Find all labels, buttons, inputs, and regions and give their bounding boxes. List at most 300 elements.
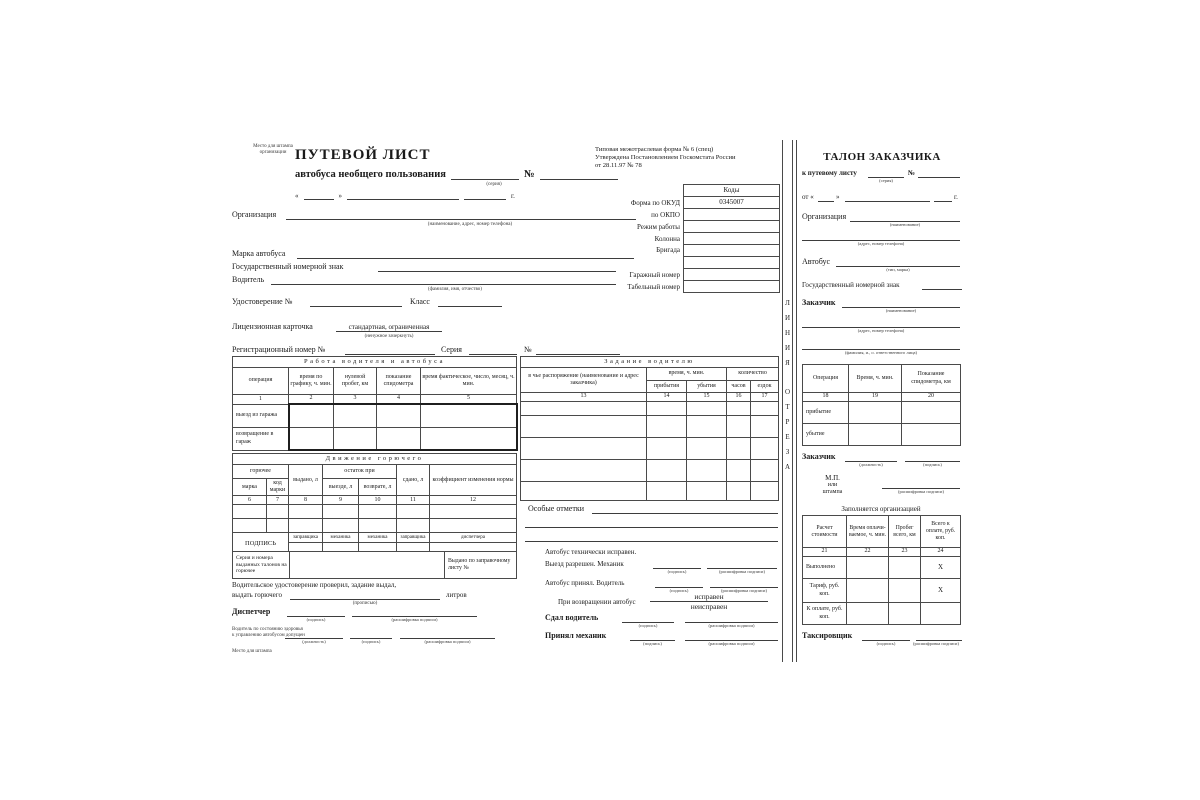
certificate-label: Удостоверение № — [232, 297, 293, 306]
tickets-blank-cell — [290, 552, 445, 579]
col-num: 17 — [751, 393, 779, 402]
col-num: 2 — [289, 395, 334, 405]
fuel-handed-header: сдано, л — [397, 465, 430, 496]
cut-letter: Н — [784, 329, 791, 337]
blank-cell — [647, 482, 687, 501]
work-row-departure — [233, 404, 517, 427]
dispatcher-label: Диспетчер — [232, 607, 271, 616]
blank-cell — [727, 460, 751, 482]
work-col-actual-time: время фактическое, число, месяц, ч. мин. — [421, 368, 517, 395]
blank-cell — [377, 404, 421, 427]
sign-of-mechanic: механика — [359, 533, 397, 543]
number-blank-line — [540, 172, 618, 180]
bus-brand-blank-line — [297, 258, 634, 259]
fuel-movement-table — [232, 453, 517, 555]
organization-blank-line — [286, 219, 636, 220]
blank-cell — [849, 424, 902, 446]
sign-of-fueler: заправщика — [289, 533, 323, 543]
sign-of-dispatcher: диспетчера — [430, 533, 517, 543]
row-label: К оплате, руб. коп. — [803, 603, 847, 625]
col-num: 12 — [430, 496, 517, 505]
task-blank-row — [521, 482, 779, 501]
blank-cell — [849, 402, 902, 424]
coupon-series-hint: (серия) — [879, 178, 893, 183]
condition-not-ok-option: неисправен — [690, 602, 728, 611]
blank-cell — [751, 416, 779, 438]
cut-letter: З — [785, 448, 790, 456]
fuel-tickets-table — [232, 551, 517, 579]
column-label: Колонна — [654, 235, 680, 243]
blank-cell — [430, 505, 517, 519]
work-col-zero-run: нулевой пробег, км — [334, 368, 377, 395]
brigade-value-cell — [684, 245, 780, 257]
fuel-group-header: горючее — [233, 465, 289, 479]
sign-hint: (подпись) — [667, 569, 687, 574]
sign-hint: (подпись) — [306, 617, 326, 622]
coupon-year-suffix: г. — [954, 193, 958, 201]
blank-cell — [323, 505, 359, 519]
blank-cell — [751, 438, 779, 460]
driver-handed-label: Сдал водитель — [545, 613, 599, 622]
plate-label: Государственный номерной знак — [232, 262, 344, 271]
coupon-customer-sign-label: Заказчик — [802, 452, 836, 461]
organization-label: Организация — [232, 210, 277, 219]
fuel-rest-group-header: остаток при — [323, 465, 397, 479]
task-col-arrive: прибытия — [647, 381, 687, 393]
coupon-operations-table — [802, 364, 961, 446]
blank-cell — [289, 427, 334, 450]
blank-cell — [902, 402, 961, 424]
sign-hint: (подпись) — [669, 588, 689, 593]
bus-brand-label: Марка автобуса — [232, 249, 286, 258]
fuel-table-title: Движение горючего — [233, 454, 517, 465]
col-num: 23 — [889, 548, 921, 557]
number-sign: № — [523, 169, 535, 180]
sign-hint: (подпись) — [643, 641, 662, 646]
okpo-value-cell — [684, 209, 780, 221]
blank-cell — [377, 427, 421, 450]
blank-cell — [847, 579, 889, 603]
quote-open: « — [295, 192, 299, 200]
task-blank-row — [521, 402, 779, 416]
codes-header: Коды — [684, 185, 780, 197]
org-stamp-line2: организации — [259, 149, 287, 155]
blank-cell — [687, 482, 727, 501]
task-qty-group: количество — [727, 368, 779, 381]
decode-hint: (расшифровка подписи) — [708, 641, 755, 646]
row-label: Тариф, руб. коп. — [803, 579, 847, 603]
blank-cell — [521, 402, 647, 416]
col-num: 24 — [921, 548, 961, 557]
blank-cell — [521, 438, 647, 460]
coupon-number-line — [918, 177, 960, 178]
coupon-address-hint2: (адрес, номер телефона) — [857, 328, 905, 333]
ops-row-departure — [803, 424, 961, 446]
task-col-customer: в чье распоряжение (наименование и адрес заказчика) — [521, 368, 647, 393]
col-num: 18 — [803, 393, 849, 402]
blank-cell — [334, 427, 377, 450]
calc-col-run-total: Пробег всего, км — [889, 516, 921, 548]
exit-allowed-label: Выезд разрешен. Механик — [545, 560, 624, 568]
license-card-hint: (ненужное зачеркнуть) — [364, 334, 414, 339]
driver-bus-work-table — [232, 356, 518, 451]
decode-hint: (расшифровка подписи) — [391, 617, 438, 622]
blank-cell — [902, 424, 961, 446]
filled-by-org-label: Заполняется организацией — [841, 505, 921, 513]
blank-cell — [687, 416, 727, 438]
org-stamp-line1: Место для штампа — [253, 144, 293, 149]
sign-of-mechanic: механика — [323, 533, 359, 543]
sign-hint: (подпись) — [923, 462, 942, 467]
coupon-address-hint: (адрес, номер телефона) — [857, 241, 905, 246]
cut-line-rule — [792, 140, 793, 662]
blank-cell — [267, 519, 289, 533]
blank-cell — [233, 505, 267, 519]
ops-col-time: Время, ч. мин. — [849, 365, 902, 393]
coupon-day-line — [818, 201, 834, 202]
blank-cell — [521, 416, 647, 438]
okud-value-cell: 0345007 — [684, 197, 780, 209]
blank-cell — [430, 519, 517, 533]
blank-cell — [727, 482, 751, 501]
blank-cell — [889, 557, 921, 579]
work-mode-label: Режим работы — [636, 223, 680, 231]
coupon-bus-label: Автобус — [802, 257, 831, 266]
calc-row-to-pay — [803, 603, 961, 625]
cut-letter: Е — [785, 433, 790, 441]
fuel-blank-row — [233, 505, 517, 519]
col-num: 20 — [902, 393, 961, 402]
coupon-plate-label: Государственный номерной знак — [802, 281, 900, 289]
decode-hint: (расшифровка подписи) — [913, 641, 959, 646]
blank-cell — [727, 438, 751, 460]
row-label: убытие — [803, 424, 849, 446]
license-checked-line: Водительское удостоверение проверил, задание выдал, — [232, 581, 397, 589]
blank-cell — [647, 402, 687, 416]
condition-ok-option: исправен — [650, 592, 768, 602]
task-col-rides: ездок — [751, 381, 779, 393]
coupon-calc-table — [802, 515, 961, 625]
quote-close: » — [338, 192, 342, 200]
fuel-issued-header: выдано, л — [289, 465, 323, 496]
cut-letter: А — [784, 463, 791, 471]
series-label: Серия — [441, 345, 462, 354]
personnel-number-cell — [684, 281, 780, 293]
x-mark-cell: X — [921, 579, 961, 603]
taxer-label: Таксировщик — [802, 631, 853, 640]
health-line2: к управлению автобусом допущен — [232, 633, 305, 638]
written-words-hint: (прописью) — [352, 601, 378, 606]
coupon-number-sign: № — [908, 169, 916, 177]
fuel-coef-header: коэффициент изменения нормы — [430, 465, 517, 496]
col-num: 1 — [233, 395, 289, 405]
task-blank-row — [521, 460, 779, 482]
blank-cell — [289, 404, 334, 427]
month-blank-line — [347, 192, 459, 200]
col-num: 6 — [233, 496, 267, 505]
blank-cell — [359, 519, 397, 533]
task-col-hours: часов — [727, 381, 751, 393]
coupon-organization-label: Организация — [802, 212, 847, 221]
special-marks-line2 — [525, 527, 778, 528]
coupon-plate-line — [922, 289, 962, 290]
calc-col-total-pay: Всего к оплате, руб. коп. — [921, 516, 961, 548]
certificate-blank-line — [310, 306, 402, 307]
blank-cell — [421, 427, 517, 450]
blank-cell — [647, 416, 687, 438]
coupon-year-line — [934, 201, 952, 202]
cut-letter: Р — [785, 418, 790, 426]
blank-cell — [751, 402, 779, 416]
bus-accepted-label: Автобус принял. Водитель — [545, 579, 625, 587]
year-suffix: г. — [511, 192, 515, 200]
coupon-customer-hint: (наименование) — [885, 308, 917, 313]
sign-hint: (подпись) — [638, 623, 658, 628]
blank-cell — [421, 404, 517, 427]
cut-letter: Л — [785, 299, 790, 307]
col-num: 13 — [521, 393, 647, 402]
task-table-title: Задание водителю — [521, 357, 779, 368]
sign-hint: (подпись) — [876, 641, 896, 646]
fuel-blank-row — [233, 519, 517, 533]
mode-value-cell — [684, 221, 780, 233]
col-num: 11 — [397, 496, 430, 505]
driver-blank-line — [271, 284, 616, 285]
blank-cell — [521, 482, 647, 501]
row-label: возвращение в гараж — [233, 427, 289, 450]
special-marks-line3 — [525, 541, 778, 542]
coupon-bus-hint: (тип, марка) — [886, 267, 910, 272]
blank-cell — [687, 438, 727, 460]
work-col-odometer: показание спидометра — [377, 368, 421, 395]
day-blank-line — [304, 192, 334, 200]
coupon-title: ТАЛОН ЗАКАЗЧИКА — [823, 151, 941, 163]
brigade-label: Бригада — [656, 246, 680, 254]
garage-number-cell — [684, 269, 780, 281]
plate-blank-line — [378, 271, 616, 272]
codes-table — [683, 184, 780, 293]
blank-cell — [889, 579, 921, 603]
cut-letter: И — [784, 344, 791, 352]
blank-cell — [889, 603, 921, 625]
column-value-cell — [684, 233, 780, 245]
mp-line2: или — [827, 482, 838, 489]
bus-ok-note: Автобус технически исправен. — [545, 548, 637, 556]
col-num: 22 — [847, 548, 889, 557]
cut-letter: И — [784, 314, 791, 322]
coupon-to-waybill-label: к путевому листу — [802, 169, 857, 177]
document-subtitle-row — [295, 169, 618, 180]
series-hint: (серия) — [486, 182, 502, 187]
task-blank-row — [521, 416, 779, 438]
mechanic-accepted-label: Принял механик — [545, 631, 607, 640]
x-mark-cell: X — [921, 557, 961, 579]
health-line1: Водитель по состоянию здоровья — [232, 627, 303, 632]
cut-letter: Я — [785, 359, 790, 367]
fuel-brand-header: марка — [233, 479, 267, 496]
organization-hint: (наименование, адрес, номер телефона) — [427, 222, 513, 227]
fuel-table-number-row — [233, 496, 517, 505]
class-label: Класс — [410, 297, 430, 306]
series-blank-line — [451, 172, 519, 180]
return-condition-choice — [650, 592, 768, 611]
mp-line3: штампа — [822, 488, 843, 495]
ops-number-row — [803, 393, 961, 402]
blank-cell — [359, 505, 397, 519]
decode-hint: (расшифровка подписи) — [898, 489, 944, 494]
blank-cell — [847, 557, 889, 579]
col-num: 14 — [647, 393, 687, 402]
sign-of-fueler: заправщика — [397, 533, 430, 543]
issued-by-sheet-note: Выдано по заправочному листу № — [445, 552, 517, 579]
tickets-label: Серия и номера выданных талонов на горючее — [233, 552, 290, 579]
decode-hint: (расшифровка подписи) — [424, 639, 471, 644]
col-num: 7 — [267, 496, 289, 505]
blank-cell — [687, 460, 727, 482]
year-blank-line — [464, 192, 506, 200]
coupon-month-line — [845, 201, 930, 202]
cut-line-rule — [796, 140, 797, 662]
work-col-schedule-time: время по графику, ч. мин. — [289, 368, 334, 395]
work-table-number-row — [233, 395, 517, 405]
signature-label: ПОДПИСЬ — [233, 533, 289, 555]
row-label: прибытие — [803, 402, 849, 424]
blank-cell — [289, 519, 323, 533]
mp-line1: М.П. — [825, 474, 840, 482]
okpo-label: по ОКПО — [651, 211, 680, 219]
blank-cell — [727, 402, 751, 416]
blank-cell — [289, 505, 323, 519]
calc-col-cost: Расчет стоимости — [803, 516, 847, 548]
blank-cell — [727, 416, 751, 438]
form-note-line3: от 28.11.97 № 78 — [595, 162, 642, 169]
form-note-line1: Типовая межотраслевая форма № 6 (спец) — [595, 146, 714, 153]
task-table-number-row — [521, 393, 779, 402]
driver-task-table — [520, 356, 779, 501]
license-card-label: Лицензионная карточка — [232, 322, 313, 331]
cut-letter: О — [784, 388, 791, 396]
calc-number-row — [803, 548, 961, 557]
blank-cell — [397, 505, 430, 519]
decode-hint: (расшифровка подписи) — [708, 623, 755, 628]
stamp-place-note: Место для штампа — [232, 649, 272, 654]
on-return-label: При возвращении автобус — [558, 598, 636, 606]
form-approval-note — [595, 146, 736, 170]
fuel-at-exit-header: выезде, л — [323, 479, 359, 496]
garage-number-label: Гаражный номер — [629, 271, 680, 279]
task-time-group: время, ч. мин. — [647, 368, 727, 381]
cut-letter: Т — [785, 403, 790, 411]
work-col-operation: операция — [233, 368, 289, 395]
position-hint: (должность) — [859, 462, 883, 467]
blank-cell — [521, 460, 647, 482]
blank-cell — [647, 438, 687, 460]
sign-hint: (подпись) — [361, 639, 381, 644]
col-num: 4 — [377, 395, 421, 405]
driver-hint: (фамилия, имя, отчество) — [428, 287, 482, 292]
col-num: 15 — [687, 393, 727, 402]
col-num: 3 — [334, 395, 377, 405]
blank-cell — [334, 404, 377, 427]
calc-row-done — [803, 557, 961, 579]
blank-cell — [687, 402, 727, 416]
position-hint: (должность) — [302, 639, 326, 644]
work-table-title: Работа водителя и автобуса — [233, 357, 517, 368]
ops-col-odometer: Показание спидометра, км — [902, 365, 961, 393]
blank-cell — [751, 482, 779, 501]
col-num: 10 — [359, 496, 397, 505]
document-subtitle: автобуса необщего пользования — [295, 169, 446, 180]
coupon-org-hint: (наименование) — [889, 222, 921, 227]
document-title: ПУТЕВОЙ ЛИСТ — [295, 147, 431, 163]
col-num: 9 — [323, 496, 359, 505]
col-num: 19 — [849, 393, 902, 402]
blank-cell — [751, 460, 779, 482]
special-marks-line1 — [592, 513, 778, 514]
col-num: 16 — [727, 393, 751, 402]
coupon-from-label: от « — [802, 193, 814, 201]
row-label: Выполнено — [803, 557, 847, 579]
work-row-return — [233, 427, 517, 450]
ops-row-arrival — [803, 402, 961, 424]
col-num: 21 — [803, 548, 847, 557]
fuel-signature-header-row — [233, 533, 517, 543]
col-num: 8 — [289, 496, 323, 505]
col-num: 5 — [421, 395, 517, 405]
registration-number-label: Регистрационный номер № — [232, 345, 326, 354]
fuel-brand-code-header: код марки — [267, 479, 289, 496]
mid-number-sign: № — [524, 345, 532, 354]
series-blank-line2 — [469, 354, 517, 355]
blank-cell — [323, 519, 359, 533]
blank-cell — [847, 603, 889, 625]
blank-cell — [267, 505, 289, 519]
driver-label: Водитель — [232, 275, 265, 284]
calc-col-paid-time: Время оплачи- ваемое, ч. мин. — [847, 516, 889, 548]
fuel-amount-blank-line — [290, 599, 440, 600]
stamp-mp-block — [810, 474, 855, 496]
coupon-responsible-hint: (фамилия, и., о. ответственного лица) — [845, 350, 917, 355]
coupon-quote-close: » — [836, 193, 840, 201]
decode-hint: (расшифровка подписи) — [719, 569, 765, 574]
okud-label: Форма по ОКУД — [630, 199, 680, 207]
fuel-at-return-header: возврате, л — [359, 479, 397, 496]
decode-hint: (расшифровка подписи) — [721, 588, 767, 593]
blank-cell — [647, 460, 687, 482]
blank-cell — [233, 519, 267, 533]
calc-row-tariff — [803, 579, 961, 603]
task-col-depart: убытия — [687, 381, 727, 393]
coupon-customer-label: Заказчик — [802, 298, 836, 307]
class-blank-line — [438, 306, 502, 307]
task-blank-row — [521, 438, 779, 460]
cut-line-vertical-text — [783, 300, 792, 471]
blank-cell — [397, 519, 430, 533]
mid-number-blank-line — [536, 354, 620, 355]
special-marks-label: Особые отметки — [528, 504, 584, 513]
row-label: выезд из гаража — [233, 404, 289, 427]
form-note-line2: Утверждена Постановлением Госкомстата России — [595, 154, 736, 161]
blank-cell — [921, 603, 961, 625]
give-fuel-label: выдать горючего — [232, 591, 282, 599]
empty-code-cell — [684, 257, 780, 269]
personnel-number-label: Табельный номер — [627, 283, 680, 291]
liters-label: литров — [446, 591, 467, 599]
date-row — [295, 192, 515, 200]
registration-number-blank-line — [345, 354, 435, 355]
ops-col-operation: Операция — [803, 365, 849, 393]
license-card-value: стандартная, ограниченная — [336, 323, 442, 332]
